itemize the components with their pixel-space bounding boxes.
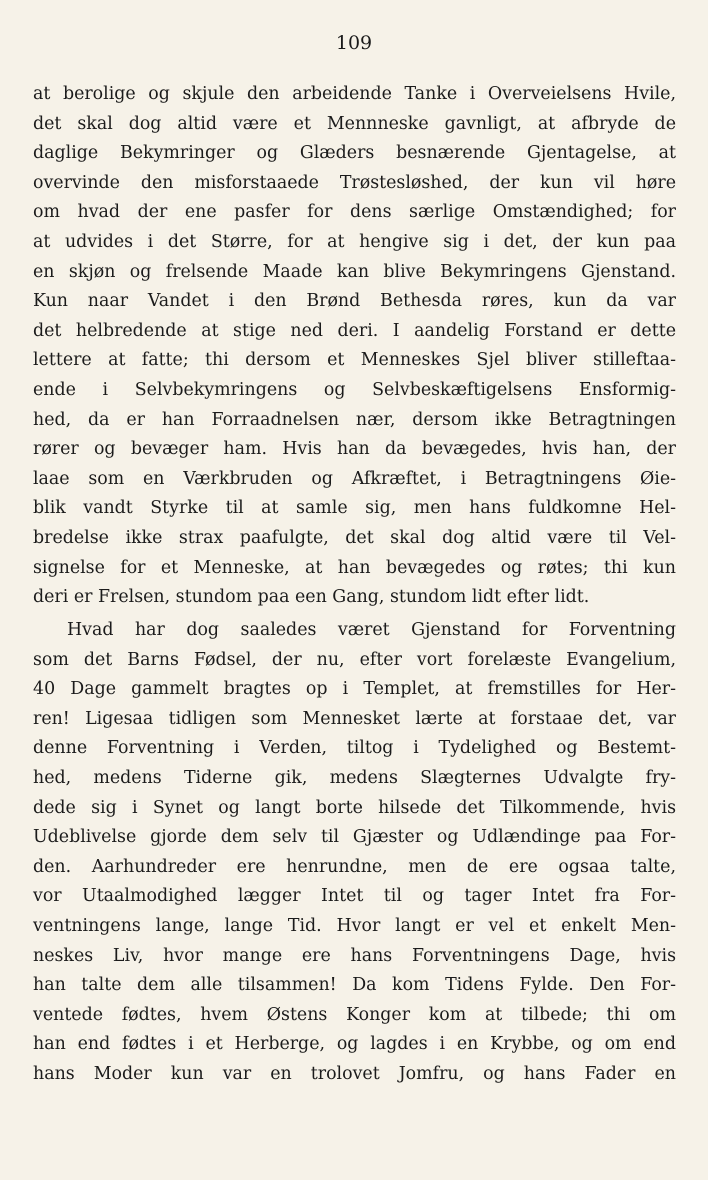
text-line: laae som en Værkbruden og Afkræftet, i Betragtningens Øie- bbox=[33, 468, 676, 489]
text-line: dede sig i Synet og langt borte hilsede det Tilkommende, hvis bbox=[33, 797, 676, 818]
text-line: at berolige og skjule den arbeidende Tanke i Overveielsens Hvile, bbox=[33, 84, 676, 104]
text-line: ende i Selvbekymringens og Selvbeskæftigelsens Ensformig- bbox=[33, 379, 676, 400]
text-line: 40 Dage gammelt bragtes op i Templet, at fremstilles for Her- bbox=[33, 679, 676, 700]
text-line: hed, da er han Forraadnelsen nær, dersom ikke Betragtningen bbox=[33, 409, 676, 430]
text-line: bredelse ikke strax paafulgte, det skal dog altid være til Vel- bbox=[33, 527, 676, 548]
text-line: overvinde den misforstaaede Trøstesløshed, der kun vil høre bbox=[33, 172, 676, 193]
text-line: blik vandt Styrke til at samle sig, men hans fuldkomne Hel- bbox=[33, 498, 676, 519]
text-line: neskes Liv, hvor mange ere hans Forventningens Dage, hvis bbox=[33, 945, 676, 966]
text-line: som det Barns Fødsel, der nu, efter vort forelæste Evangelium, bbox=[33, 649, 676, 670]
text-line: vor Utaalmodighed lægger Intet til og tager Intet fra For- bbox=[33, 886, 676, 907]
text-line: en skjøn og frelsende Maade kan blive Bekymringens Gjenstand. bbox=[33, 261, 676, 282]
text-line: Kun naar Vandet i den Brønd Bethesda røres, kun da var bbox=[33, 291, 676, 312]
text-line: Hvad har dog saaledes været Gjenstand for Forventning bbox=[67, 620, 676, 640]
text-line: rører og bevæger ham. Hvis han da bevægedes, hvis han, der bbox=[33, 439, 676, 460]
text-line: om hvad der ene pasfer for dens særlige Omstændighed; for bbox=[33, 202, 676, 223]
paragraph-1 bbox=[33, 80, 676, 613]
text-line: det skal dog altid være et Mennneske gavnligt, at afbryde de bbox=[33, 113, 676, 134]
text-line: det helbredende at stige ned deri. I aandelig Forstand er dette bbox=[33, 320, 676, 341]
text-line: den. Aarhundreder ere henrundne, men de ere ogsaa talte, bbox=[33, 856, 676, 877]
text-line: hed, medens Tiderne gik, medens Slægternes Udvalgte fry- bbox=[33, 767, 676, 788]
text-line: ventningens lange, lange Tid. Hvor langt er vel et enkelt Men- bbox=[33, 915, 676, 936]
text-line: daglige Bekymringer og Glæders besnærende Gjentagelse, at bbox=[33, 143, 676, 164]
text-line: denne Forventning i Verden, tiltog i Tydelighed og Bestemt- bbox=[33, 738, 676, 759]
text-line: hans Moder kun var en trolovet Jomfru, og hans Fader en bbox=[33, 1063, 676, 1084]
text-line: Udeblivelse gjorde dem selv til Gjæster og Udlændinge paa For- bbox=[33, 827, 676, 848]
text-line: deri er Frelsen, stundom paa een Gang, stundom lidt efter lidt. bbox=[33, 587, 590, 608]
text-line: han talte dem alle tilsammen! Da kom Tidens Fylde. Den For- bbox=[33, 975, 676, 996]
paragraph-2 bbox=[33, 616, 676, 1090]
text-line: at udvides i det Større, for at hengive sig i det, der kun paa bbox=[33, 231, 676, 252]
text-line: signelse for et Menneske, at han bevægedes og røtes; thi kun bbox=[33, 557, 676, 578]
text-line: lettere at fatte; thi dersom et Menneskes Sjel bliver stilleftaa- bbox=[33, 350, 676, 371]
page-number: 109 bbox=[335, 32, 373, 54]
text-line: ventede fødtes, hvem Østens Konger kom at tilbede; thi om bbox=[33, 1004, 676, 1025]
text-line: ren! Ligesaa tidligen som Mennesket lærte at forstaae det, var bbox=[33, 708, 676, 729]
text-line: han end fødtes i et Herberge, og lagdes i en Krybbe, og om end bbox=[33, 1034, 676, 1055]
